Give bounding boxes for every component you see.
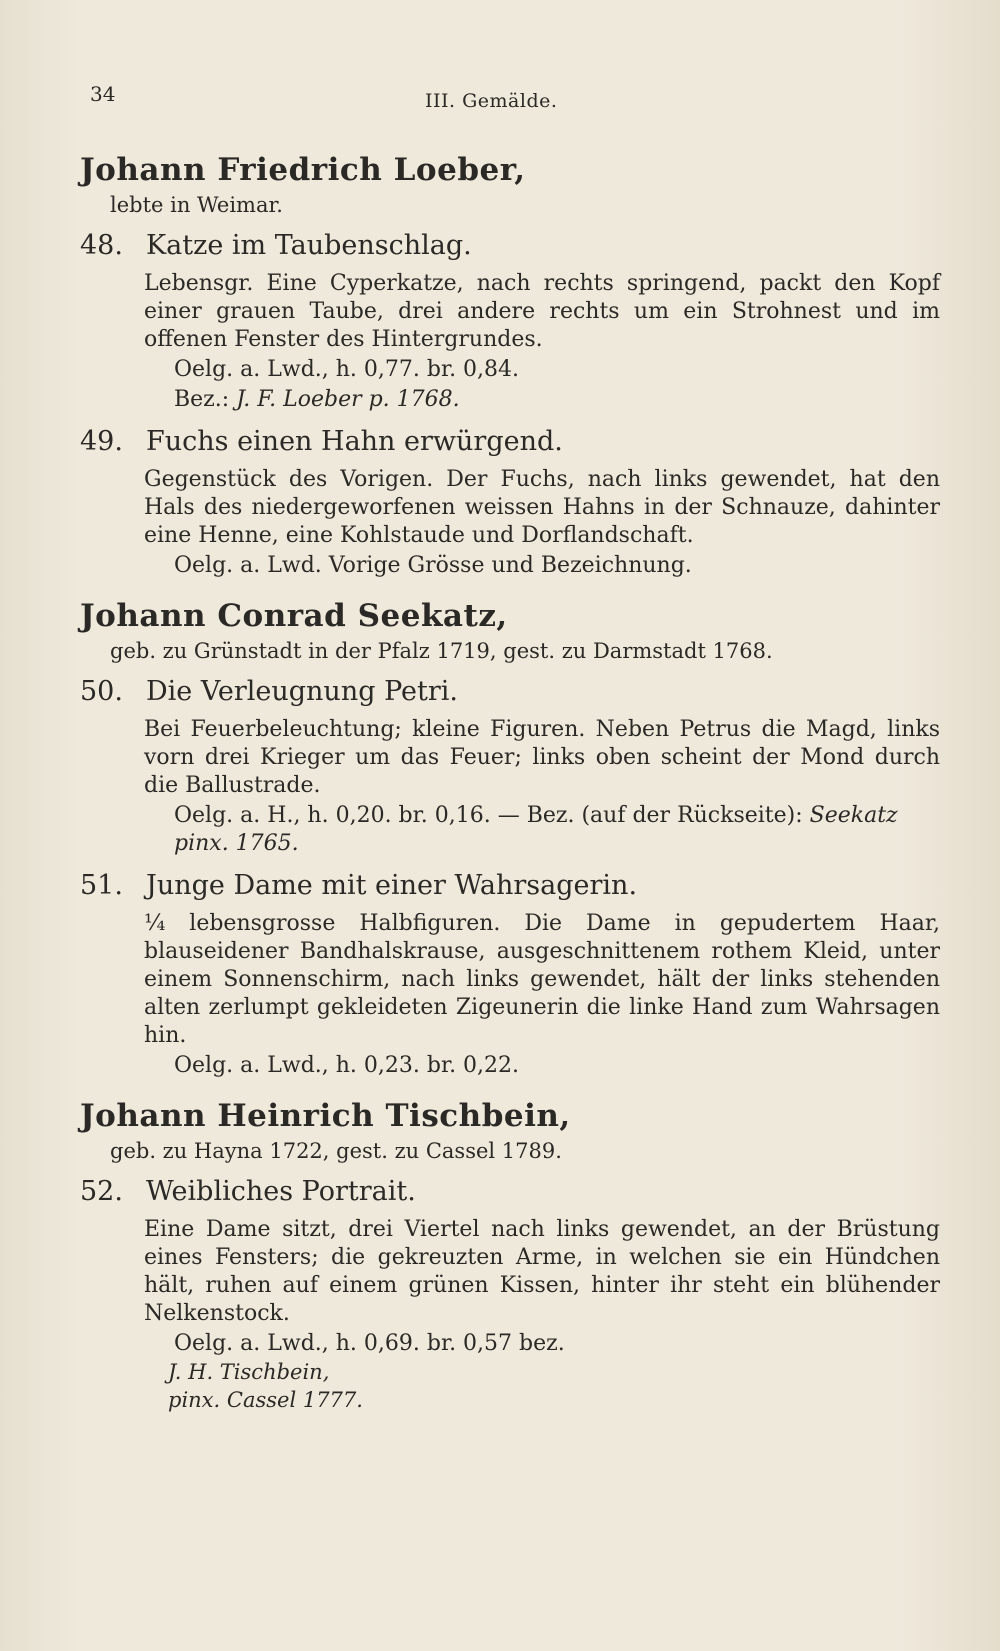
entry-number: 52.	[80, 1176, 123, 1207]
running-title: III. Gemälde.	[425, 90, 558, 112]
artist-life: geb. zu Grünstadt in der Pfalz 1719, gest. zu Darmstadt 1768.	[110, 639, 773, 663]
entry-number: 50.	[80, 676, 123, 707]
entry-signature: Seekatz pinx. 1765.	[174, 803, 898, 856]
catalogue-content	[80, 148, 940, 1414]
artist-life: lebte in Weimar.	[110, 193, 283, 217]
catalogue-entry	[80, 866, 940, 1080]
entry-description: Eine Dame sitzt, drei Viertel nach links gewendet, an der Brüstung eines Fensters; die gekreuzten Arme, in welchen sie ein Hündchen hält, ruhen auf einem grünen Kissen, hinter ihr steht ein blühender Nelkenstock.	[144, 1217, 940, 1326]
artist-name: Johann Friedrich Loeber,	[80, 152, 526, 188]
entry-description: ¼ lebensgrosse Halbfiguren. Die Dame in gepudertem Haar, blauseidener Bandhalskrause, ausgeschnittenem rothem Kleid, unter einem Sonnenschirm, nach links gewendet, hält der links stehenden alten zerlumpt gekleideten Zigeunerin die linke Hand zum Wahrsagen hin.	[144, 911, 940, 1048]
artist-section	[80, 1094, 940, 1414]
entry-title: Katze im Taubenschlag.	[146, 230, 472, 261]
entry-heading	[80, 672, 940, 712]
entry-heading	[80, 866, 940, 906]
entry-technique-line	[174, 802, 940, 858]
page-number: 34	[90, 82, 116, 106]
catalogue-entry	[80, 226, 940, 414]
entry-number: 49.	[80, 426, 123, 457]
entry-description: Bei Feuerbeleuchtung; kleine Figuren. Neben Petrus die Magd, links vorn drei Krieger um das Feuer; links oben scheint der Mond durch die Ballustrade.	[144, 717, 940, 798]
entry-technique: Oelg. a. H., h. 0,20. br. 0,16. — Bez. (auf der Rückseite):	[174, 803, 803, 828]
entry-technique: Oelg. a. Lwd. Vorige Grösse und Bezeichnung.	[174, 553, 692, 578]
entry-heading	[80, 226, 940, 266]
artist-life: geb. zu Hayna 1722, gest. zu Cassel 1789.	[110, 1139, 562, 1163]
entry-description: Gegenstück des Vorigen. Der Fuchs, nach links gewendet, hat den Hals des niedergeworfenen weissen Hahns in der Schnauze, dahinter eine Henne, eine Kohlstaude und Dorflandschaft.	[144, 467, 940, 548]
entry-title: Fuchs einen Hahn erwürgend.	[146, 426, 563, 457]
entry-signature: pinx. Cassel 1777.	[168, 1388, 363, 1412]
catalogue-entry	[80, 422, 940, 580]
entry-technique: Oelg. a. Lwd., h. 0,77. br. 0,84.	[174, 357, 520, 382]
artist-section	[80, 148, 940, 580]
page-header	[0, 82, 1000, 122]
artist-name: Johann Conrad Seekatz,	[80, 598, 508, 634]
entry-heading	[80, 1172, 940, 1212]
catalogue-entry	[80, 1172, 940, 1414]
entry-number: 51.	[80, 870, 123, 901]
entry-description: Lebensgr. Eine Cyperkatze, nach rechts springend, packt den Kopf einer grauen Taube, drei andere rechts um ein Strohnest und im offenen Fenster des Hintergrundes.	[144, 271, 940, 352]
entry-signature: J. H. Tischbein,	[168, 1360, 330, 1384]
entry-title: Junge Dame mit einer Wahrsagerin.	[146, 870, 638, 901]
entry-number: 48.	[80, 230, 123, 261]
catalogue-entry	[80, 672, 940, 858]
artist-name: Johann Heinrich Tischbein,	[80, 1098, 571, 1134]
entry-signature: J. F. Loeber p. 1768.	[236, 387, 460, 412]
entry-title: Weibliches Portrait.	[146, 1176, 416, 1207]
entry-heading	[80, 422, 940, 462]
entry-technique: Oelg. a. Lwd., h. 0,69. br. 0,57 bez.	[174, 1331, 565, 1356]
artist-section	[80, 594, 940, 1080]
entry-signature-line	[174, 386, 940, 414]
entry-technique: Oelg. a. Lwd., h. 0,23. br. 0,22.	[174, 1053, 520, 1078]
signature-label: Bez.:	[174, 387, 230, 412]
entry-title: Die Verleugnung Petri.	[146, 676, 458, 707]
